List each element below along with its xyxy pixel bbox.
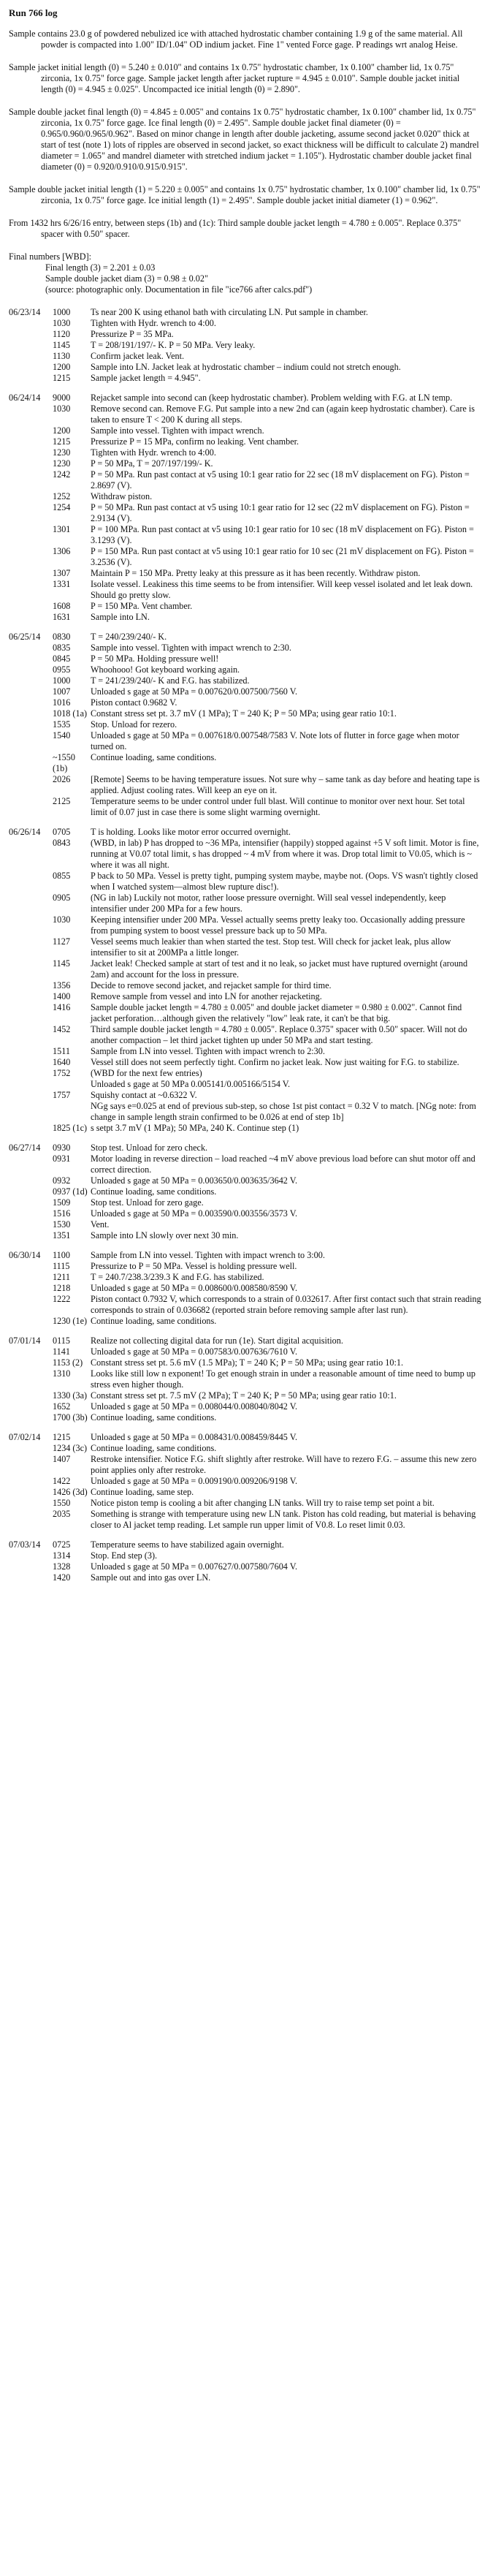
entry-time: 1516 — [53, 1208, 71, 1219]
log-entry — [9, 958, 483, 980]
entry-text: Stop. End step (3). — [91, 1550, 158, 1561]
log-entry — [9, 1230, 483, 1241]
entry-time: 1215 — [53, 373, 71, 383]
entry-text: Restroke intensifier. Notice F.G. shift slightly after restroke. Will have to rezero F.G. – assume this new zero point applies only after restroke. — [91, 1454, 477, 1475]
entry-time: 1631 — [53, 612, 71, 622]
log-date: 06/30/14 — [9, 1250, 41, 1260]
entry-text: Unloaded s gage at 50 MPa = 0.003590/0.003556/3573 V. — [91, 1208, 297, 1219]
log-date: 06/25/14 — [9, 632, 41, 642]
entry-time: 1000 — [53, 307, 71, 317]
log-entry — [9, 1432, 483, 1443]
log-entry — [9, 340, 483, 351]
entry-time: 1420 — [53, 1572, 71, 1583]
entry-time: 1100 — [53, 1250, 70, 1260]
entry-text: Vessel seems much leakier than when started the test. Stop test. Will check for jacket leak, plus allow intensifier to sit at 200MPa a little longer. — [91, 936, 451, 958]
log-entry — [9, 362, 483, 373]
entry-text: Constant stress set pt. 3.7 mV (1 MPa); T = 240 K; P = 50 MPa; using gear ratio 10:1. — [91, 708, 397, 719]
entry-time: 1007 — [53, 686, 71, 697]
entry-text: Continue loading, same step. — [91, 1487, 194, 1497]
entry-time: 1422 — [53, 1476, 71, 1486]
entry-text: Sample into LN slowly over next 30 min. — [91, 1230, 239, 1240]
log-entry — [9, 1186, 483, 1197]
entry-text: Rejacket sample into second can (keep hydrostatic chamber). Problem welding with F.G. at LN temp. — [91, 393, 453, 403]
intro-paragraph — [9, 218, 483, 240]
entry-text: [Remote] Seems to be having temperature issues. Not sure why – same tank as day before and heating tape is applied. Adjust cooling rates. Will keep an eye on it. — [91, 774, 480, 795]
entry-time: 1200 — [53, 362, 71, 372]
entry-text: Sample out and into gas over LN. — [91, 1572, 211, 1583]
entry-time: 1416 — [53, 1002, 71, 1012]
log-entry — [9, 1539, 483, 1550]
intro-paragraph-text: Sample jacket initial length (0) = 5.240 ± 0.010" and contains 1x 0.75" hydrostatic chamber, 1x 0.100" chamber lid, 1x 0.75" zirconia, 1x 0.75" force gage. Sample jacket length after jacket rupture = 4.945 ± 0.010". Sample double jacket initial length (0) = 4.945 ± 0.025". Uncompacted ice initial length (0) = 2.890". — [9, 62, 460, 94]
log-entry — [9, 1250, 483, 1261]
entry-text: (WBD, in lab) P has dropped to ~36 MPa, intensifier (happily) stopped against +5 V soft limit. Motor is fine, running at V0.07 total limit, s has dropped ~ 4 mV from where it was. Drop total limit to V0.05, which is ~ where it was all night. — [91, 838, 479, 870]
entry-time: 1825 (1c) — [53, 1123, 88, 1133]
entry-time: 1211 — [53, 1272, 70, 1282]
log-entry — [9, 675, 483, 686]
log-entry — [9, 447, 483, 458]
entry-time: 1115 — [53, 1261, 70, 1271]
entry-time: 1030 — [53, 318, 71, 328]
log-date: 06/27/14 — [9, 1143, 41, 1153]
log-entry — [9, 436, 483, 447]
entry-text: Continue loading, same conditions. — [91, 752, 217, 762]
entry-text: P = 50 MPa. Holding pressure well! — [91, 654, 219, 664]
log-entry — [9, 1261, 483, 1272]
log-entry — [9, 1368, 483, 1390]
entry-time: 0937 (1d) — [53, 1186, 88, 1197]
entry-time: 0930 — [53, 1143, 71, 1153]
entry-text: Pressurize P = 35 MPa. — [91, 329, 174, 339]
log-day — [9, 1336, 483, 1423]
entry-text: Constant stress set pt. 5.6 mV (1.5 MPa); T = 240 K; P = 50 MPa; using gear ratio 10:1. — [91, 1357, 404, 1368]
log-entry — [9, 1498, 483, 1509]
log-entry — [9, 1572, 483, 1583]
entry-time: 1030 — [53, 404, 71, 414]
entry-text: Tighten with Hydr. wrench to 4:00. — [91, 447, 216, 458]
entry-time: 1452 — [53, 1024, 71, 1034]
entry-time: 0955 — [53, 664, 71, 675]
entry-time: 1640 — [53, 1057, 71, 1067]
log-entry — [9, 991, 483, 1002]
entry-text: Third sample double jacket length = 4.780 ± 0.005". Replace 0.375" spacer with 0.50" spacer. Will not do another compaction – let third jacket tighten up under 50 MPa and start testing. — [91, 1024, 467, 1045]
log-entry — [9, 1443, 483, 1454]
log-entry — [9, 1454, 483, 1476]
entry-text: Decide to remove second jacket, and rejacket sample for third time. — [91, 980, 332, 990]
log-day — [9, 1250, 483, 1327]
entry-time: 1608 — [53, 601, 71, 611]
log-entry — [9, 708, 483, 719]
entry-time: 0835 — [53, 643, 71, 653]
log-entry — [9, 1123, 483, 1134]
entry-text: Unloaded s gage at 50 MPa = 0.009190/0.009206/9198 V. — [91, 1476, 297, 1486]
entry-time: 1000 — [53, 675, 71, 686]
entry-time: 1511 — [53, 1046, 70, 1056]
entry-text: Stop test. Unload for zero check. — [91, 1143, 208, 1153]
intro-paragraph-text: Sample contains 23.0 g of powdered nebulized ice with attached hydrostatic chamber containing 1.9 g of the same material. All powder is compacted into 1.00" ID/1.04" OD indium jacket. Fine 1" vented Force gage. P readings wrt analog Heise. — [9, 29, 463, 50]
entry-time: 1200 — [53, 425, 71, 436]
entry-time: 0843 — [53, 838, 71, 848]
entry-text: Maintain P = 150 MPa. Pretty leaky at this pressure as it has been recently. Withdraw piston. — [91, 568, 421, 578]
log-entry — [9, 373, 483, 384]
log-entry — [9, 601, 483, 612]
log-day — [9, 1432, 483, 1531]
log-entry — [9, 1068, 483, 1079]
entry-text: Continue loading, same conditions. — [91, 1316, 217, 1326]
log-day — [9, 632, 483, 818]
entry-time: 1700 (3b) — [53, 1412, 88, 1423]
entry-text: P = 100 MPa. Run past contact at v5 using 10:1 gear ratio for 10 sec (18 mV displacement on FG). Piston = 3.1293 (V). — [91, 524, 474, 545]
log-entry — [9, 643, 483, 654]
log-entry — [9, 1509, 483, 1531]
entry-time: 1030 — [53, 914, 71, 925]
log-date: 06/24/14 — [9, 393, 41, 403]
log-entry — [9, 752, 483, 774]
entry-time: 1356 — [53, 980, 71, 990]
entry-time: 0830 — [53, 632, 71, 642]
entry-text: Continue loading, same conditions. — [91, 1186, 217, 1197]
log-date: 07/01/14 — [9, 1336, 41, 1346]
log-entry — [9, 612, 483, 623]
log-day — [9, 1143, 483, 1241]
entry-time: 1310 — [53, 1368, 71, 1379]
log-entry — [9, 1272, 483, 1283]
entry-time: 0931 — [53, 1153, 71, 1164]
intro-paragraph-text: Sample double jacket initial length (1) = 5.220 ± 0.005" and contains 1x 0.75" hydrostatic chamber, 1x 0.100" chamber lid, 1x 0.75" zirconia, 1x 0.75" force gage. Ice initial length (1) = 2.495". Sample double jacket initial diameter (1) = 0.962". — [9, 184, 481, 205]
log-entry — [9, 1283, 483, 1294]
entry-time: 1242 — [53, 469, 71, 480]
entry-text: Isolate vessel. Leakiness this time seems to be from intensifier. Will keep vessel isolated and let leak down. Should go pretty slow. — [91, 579, 473, 600]
entry-time: 1509 — [53, 1197, 71, 1208]
log-entry — [9, 1412, 483, 1423]
log-entry — [9, 664, 483, 675]
entry-time: 1330 (3a) — [53, 1390, 88, 1401]
entry-time: 1307 — [53, 568, 71, 578]
entry-text: Sample from LN into vessel. Tighten with impact wrench to 3:00. — [91, 1250, 325, 1260]
log-entry — [9, 458, 483, 469]
log-entry — [9, 1057, 483, 1068]
entry-time: 0855 — [53, 871, 71, 881]
entry-text: T = 208/191/197/- K. P = 50 MPa. Very leaky. — [91, 340, 256, 350]
entry-text: P = 150 MPa. Run past contact at v5 using 10:1 gear ratio for 10 sec (21 mV displacement on FG). Piston = 3.2536 (V). — [91, 546, 474, 567]
entry-time: 1018 (1a) — [53, 708, 88, 719]
entry-text: s setpt 3.7 mV (1 MPa); 50 MPa, 240 K. Continue step (1) — [91, 1123, 299, 1133]
entry-text: Continue loading, same conditions. — [91, 1412, 217, 1423]
entry-text: Confirm jacket leak. Vent. — [91, 351, 185, 361]
entry-time: 1218 — [53, 1283, 71, 1293]
log-entry — [9, 1487, 483, 1498]
entry-time: 1230 — [53, 447, 71, 458]
log-entry — [9, 730, 483, 752]
entry-text: Stop. Unload for rezero. — [91, 719, 177, 730]
entry-time: 1652 — [53, 1401, 71, 1412]
entry-text: Unloaded s gage at 50 MPa = 0.007620/0.007500/7560 V. — [91, 686, 297, 697]
entry-text: Whoohooo! Got keyboard working again. — [91, 664, 240, 675]
final-number-line: Final length (3) = 2.201 ± 0.03 — [45, 262, 156, 273]
log-entry — [9, 568, 483, 579]
entry-text: Sample into LN. — [91, 612, 150, 622]
entry-text: Notice piston temp is cooling a bit after changing LN tanks. Will try to raise temp set point a bit. — [91, 1498, 435, 1508]
entry-text: P = 50 MPa, T = 207/197/199/- K. — [91, 458, 213, 469]
entry-text: Squishy contact at ~0.6322 V. — [91, 1090, 197, 1100]
log-entry — [9, 546, 483, 568]
log-day — [9, 827, 483, 1134]
log-entry — [9, 393, 483, 404]
entry-time: 1215 — [53, 1432, 71, 1442]
entry-time: 1752 — [53, 1068, 71, 1078]
entry-time: 0725 — [53, 1539, 71, 1550]
log-entry — [9, 524, 483, 546]
log-entry — [9, 632, 483, 643]
entry-text: Unloaded s gage at 50 MPa = 0.007583/0.007636/7610 V. — [91, 1346, 297, 1357]
entry-text: Vessel still does not seem perfectly tight. Confirm no jacket leak. Now just waiting for F.G. to stabilize. — [91, 1057, 459, 1067]
log-entry — [9, 1153, 483, 1175]
entry-text: P = 150 MPa. Vent chamber. — [91, 601, 193, 611]
log-day — [9, 307, 483, 384]
log-entry — [9, 893, 483, 914]
entry-time: 1127 — [53, 936, 70, 947]
entry-time: 1120 — [53, 329, 70, 339]
entry-text: Something is strange with temperature using new LN tank. Piston has cold reading, but material is behaving closer to Al jacket temp reading. Let sample run upper limit of V0.8. Lo reset limit 0.03. — [91, 1509, 476, 1530]
entry-text: Stop test. Unload for zero gage. — [91, 1197, 204, 1208]
entry-time: 1331 — [53, 579, 71, 589]
log-entry — [9, 404, 483, 425]
entry-time — [53, 1079, 91, 1090]
entry-time: 1141 — [53, 1346, 70, 1357]
entry-text: Temperature seems to have stabilized again overnight. — [91, 1539, 284, 1550]
log-entry — [9, 329, 483, 340]
entry-time: 1351 — [53, 1230, 71, 1240]
log-entry — [9, 351, 483, 362]
log-date: 07/03/14 — [9, 1539, 41, 1550]
entry-text: Pressurize P = 15 MPa, confirm no leaking. Vent chamber. — [91, 436, 299, 447]
log-entry — [9, 1219, 483, 1230]
entry-text: Remove sample from vessel and into LN for another rejacketing. — [91, 991, 322, 1001]
entry-text: T = 241/239/240/- K and F.G. has stabilized. — [91, 675, 250, 686]
entry-text: Keeping intensifier under 200 MPa. Vessel actually seems pretty leaky too. Occasionally adding pressure from pumping system to boost vessel pressure back up to 50 MPa. — [91, 914, 465, 936]
entry-text: Motor loading in reverse direction – load reached ~4 mV above previous load before can shut motor off and correct direction. — [91, 1153, 475, 1175]
log-day — [9, 1539, 483, 1583]
entry-time: 2026 — [53, 774, 71, 784]
entry-time: 2035 — [53, 1509, 71, 1519]
intro-section — [9, 29, 483, 240]
log-entry — [9, 719, 483, 730]
entry-time: 1757 — [53, 1090, 71, 1100]
entry-time: 1234 (3c) — [53, 1443, 88, 1453]
entry-text: Sample into vessel. Tighten with impact wrench. — [91, 425, 264, 436]
log-entry — [9, 936, 483, 958]
log-entry — [9, 1346, 483, 1357]
final-numbers-heading: Final numbers [WBD]: — [9, 251, 92, 262]
intro-paragraph-text: Sample double jacket final length (0) = 4.845 ± 0.005" and contains 1x 0.75" hydrostatic chamber, 1x 0.100" chamber lid, 1x 0.75" zirconia, 1x 0.75" force gage. Ice final length (0) = 2.495". Sample double jacket final diameter (0) = 0.965/0.960/0.965/0.962". Based on minor change in length after double jacketing, assume second jacket 0.020" thick at start of test (note 1) lots of ripples are observed in second jacket, so exact thickness will be difficult to calculate 2) mandrel diameter = 1.065" and mandrel diameter with stretched indium jacket = 1.105"). Hydrostatic chamber double jacket final diameter (0) = 0.920/0.910/0.915/0.915". — [9, 107, 479, 172]
log-entry — [9, 1476, 483, 1487]
entry-time: 1535 — [53, 719, 71, 730]
final-number-line: Sample double jacket diam (3) = 0.98 ± 0.02" — [45, 273, 208, 284]
entry-text: Unloaded s gage at 50 MPa = 0.007618/0.007548/7583 V. Note lots of flutter in force gage when motor turned on. — [91, 730, 459, 751]
entry-text: Continue loading, same conditions. — [91, 1443, 217, 1453]
entry-time: 1530 — [53, 1219, 71, 1230]
entry-time: 1550 — [53, 1498, 71, 1508]
entry-text: Sample into vessel. Tighten with impact wrench to 2:30. — [91, 643, 291, 653]
entry-time: 1130 — [53, 351, 70, 361]
log-entry — [9, 307, 483, 318]
log-entry — [9, 1390, 483, 1401]
entry-time: 1016 — [53, 697, 71, 708]
entry-time: 0905 — [53, 893, 71, 903]
log-entry — [9, 1401, 483, 1412]
log-entry — [9, 318, 483, 329]
entry-time: 1301 — [53, 524, 71, 534]
entry-text: Sample into LN. Jacket leak at hydrostatic chamber – indium could not stretch enough. — [91, 362, 401, 372]
entry-text: Unloaded s gage at 50 MPa = 0.007627/0.007580/7604 V. — [91, 1561, 297, 1572]
entry-time: 1215 — [53, 436, 71, 447]
entry-text: Tighten with Hydr. wrench to 4:00. — [91, 318, 216, 328]
entry-time: 1252 — [53, 491, 71, 501]
log-entry — [9, 502, 483, 524]
entry-time: 9000 — [53, 393, 71, 403]
log-entry — [9, 1090, 483, 1101]
entry-time: 1540 — [53, 730, 71, 740]
log-entry — [9, 697, 483, 708]
log-entry — [9, 579, 483, 601]
log-entry — [9, 686, 483, 697]
log-entry — [9, 469, 483, 491]
entry-time: 1230 — [53, 458, 71, 469]
log-entry — [9, 1079, 483, 1090]
entry-text: Jacket leak! Checked sample at start of test and it no leak, so jacket must have ruptured overnight (around 2am) and account for the loss in pressure. — [91, 958, 468, 980]
intro-paragraph — [9, 62, 483, 95]
entry-text: Unloaded s gage at 50 MPa 0.005141/0.005166/5154 V. — [91, 1079, 291, 1089]
log-entry — [9, 1002, 483, 1024]
log-entry — [9, 425, 483, 436]
log-date: 07/02/14 — [9, 1432, 41, 1442]
log-entry — [9, 774, 483, 796]
entry-text: Pressurize to P = 50 MPa. Vessel is holding pressure well. — [91, 1261, 297, 1271]
entry-text: Ts near 200 K using ethanol bath with circulating LN. Put sample in chamber. — [91, 307, 368, 317]
entry-text: Remove second can. Remove F.G. Put sample into a new 2nd can (again keep hydrostatic chamber). Care is taken to ensure T < 200 K during all steps. — [91, 404, 475, 425]
log-entry — [9, 980, 483, 991]
log-entry — [9, 838, 483, 871]
entry-time: 1426 (3d) — [53, 1487, 88, 1497]
entry-text: T is holding. Looks like motor error occurred overnight. — [91, 827, 291, 837]
final-number-line: (source: photographic only. Documentation in file "ice766 after calcs.pdf") — [45, 284, 313, 295]
log-day — [9, 393, 483, 623]
intro-paragraph-text: From 1432 hrs 6/26/16 entry, between steps (1b) and (1c): Third sample double jacket length = 4.780 ± 0.005". Replace 0.375" spacer with 0.50" spacer. — [9, 218, 462, 239]
log-entry — [9, 1175, 483, 1186]
log-entry — [9, 1208, 483, 1219]
entry-text: Sample double jacket length = 4.780 ± 0.005" and double jacket diameter = 0.980 ± 0.002". Cannot find jacket perforation…although given the relatively "low" leak rate, it can't be that big. — [91, 1002, 462, 1023]
entry-time — [53, 1101, 91, 1123]
log-date: 06/26/14 — [9, 827, 41, 837]
entry-text: NGg says e=0.025 at end of previous sub-step, so chose 1st pist contact = 0.32 V to match. [NGg note: from change in sample length strain confirmed to be 0.026 at end of step 1b] — [91, 1101, 476, 1122]
log-entry — [9, 1550, 483, 1561]
entry-time: 1407 — [53, 1454, 71, 1464]
log-entry — [9, 1197, 483, 1208]
entry-text: P = 50 MPa. Run past contact at v5 using 10:1 gear ratio for 22 sec (18 mV displacement on FG). Piston = 2.8697 (V). — [91, 469, 470, 490]
log-entry — [9, 796, 483, 818]
entry-text: Unloaded s gage at 50 MPa = 0.008600/0.008580/8590 V. — [91, 1283, 297, 1293]
entry-time: 1145 — [53, 958, 70, 969]
intro-paragraph — [9, 107, 483, 173]
entry-text: (WBD for the next few entries) — [91, 1068, 202, 1078]
entry-time: 1153 (2) — [53, 1357, 83, 1368]
log-entry — [9, 871, 483, 893]
entry-text: P back to 50 MPa. Vessel is pretty tight, pumping system maybe, maybe not. (Oops. VS wasn't tightly closed when I watched system—almost blew rupture disc!). — [91, 871, 478, 892]
log-entries — [9, 307, 483, 1583]
log-entry — [9, 1336, 483, 1346]
entry-text: T = 240/239/240/- K. — [91, 632, 167, 642]
entry-time: 1400 — [53, 991, 71, 1001]
final-numbers-section — [9, 251, 483, 295]
entry-text: T = 240.7/238.3/239.3 K and F.G. has stabilized. — [91, 1272, 264, 1282]
log-date: 06/23/14 — [9, 307, 41, 317]
intro-paragraph — [9, 29, 483, 50]
entry-time: 1230 (1e) — [53, 1316, 88, 1326]
log-entry — [9, 1046, 483, 1057]
entry-text: Withdraw piston. — [91, 491, 153, 501]
log-entry — [9, 1357, 483, 1368]
entry-text: Sample from LN into vessel. Tighten with impact wrench to 2:30. — [91, 1046, 325, 1056]
entry-text: P = 50 MPa. Run past contact at v5 using 10:1 gear ratio for 12 sec (22 mV displacement on FG). Piston = 2.9134 (V). — [91, 502, 470, 523]
entry-text: Piston contact 0.7932 V, which corresponds to a strain of 0.032617. After first contact such that strain reading corresponds to strain of 0.036682 (reported strain before removing sample after last run). — [91, 1294, 481, 1315]
final-numbers-lines — [9, 262, 483, 295]
entry-time: 1328 — [53, 1561, 71, 1572]
entry-text: Looks like still low n exponent! To get enough strain in under a reasonable amount of time need to bump up stress even higher though. — [91, 1368, 475, 1390]
entry-text: Piston contact 0.9682 V. — [91, 697, 177, 708]
log-entry — [9, 1024, 483, 1046]
log-entry — [9, 654, 483, 664]
entry-time: 2125 — [53, 796, 71, 806]
intro-paragraph — [9, 184, 483, 206]
entry-time: ~1550 (1b) — [53, 752, 75, 773]
log-entry — [9, 914, 483, 936]
log-entry — [9, 827, 483, 838]
log-entry — [9, 1561, 483, 1572]
log-entry — [9, 1143, 483, 1153]
entry-time: 1222 — [53, 1294, 71, 1304]
entry-text: Sample jacket length = 4.945". — [91, 373, 201, 383]
entry-time: 1254 — [53, 502, 71, 512]
entry-text: Unloaded s gage at 50 MPa = 0.008044/0.008040/8042 V. — [91, 1401, 297, 1412]
entry-time: 1306 — [53, 546, 71, 556]
entry-text: Unloaded s gage at 50 MPa = 0.008431/0.008459/8445 V. — [91, 1432, 297, 1442]
entry-text: (NG in lab) Luckily not motor, rather loose pressure overnight. Will seal vessel independently, keep intensifier under 200 MPa for a few hours. — [91, 893, 446, 914]
entry-time: 0115 — [53, 1336, 70, 1346]
entry-text: Temperature seems to be under control under full blast. Will continue to monitor over next hour. Set total limit of 0.07 just in case there is some slight warming overnight. — [91, 796, 465, 817]
entry-text: Realize not collecting digital data for run (1e). Start digital acquisition. — [91, 1336, 343, 1346]
entry-time: 0932 — [53, 1175, 71, 1186]
document-title: Run 766 log — [9, 7, 58, 18]
entry-time: 1314 — [53, 1550, 71, 1561]
log-entry — [9, 491, 483, 502]
entry-text: Vent. — [91, 1219, 110, 1230]
log-entry — [9, 1316, 483, 1327]
entry-text: Constant stress set pt. 7.5 mV (2 MPa); T = 240 K; P = 50 MPa; using gear ratio 10:1. — [91, 1390, 397, 1401]
log-entry — [9, 1101, 483, 1123]
log-entry — [9, 1294, 483, 1316]
entry-time: 0845 — [53, 654, 71, 664]
entry-text: Unloaded s gage at 50 MPa = 0.003650/0.003635/3642 V. — [91, 1175, 297, 1186]
entry-time: 1145 — [53, 340, 70, 350]
entry-time: 0705 — [53, 827, 71, 837]
